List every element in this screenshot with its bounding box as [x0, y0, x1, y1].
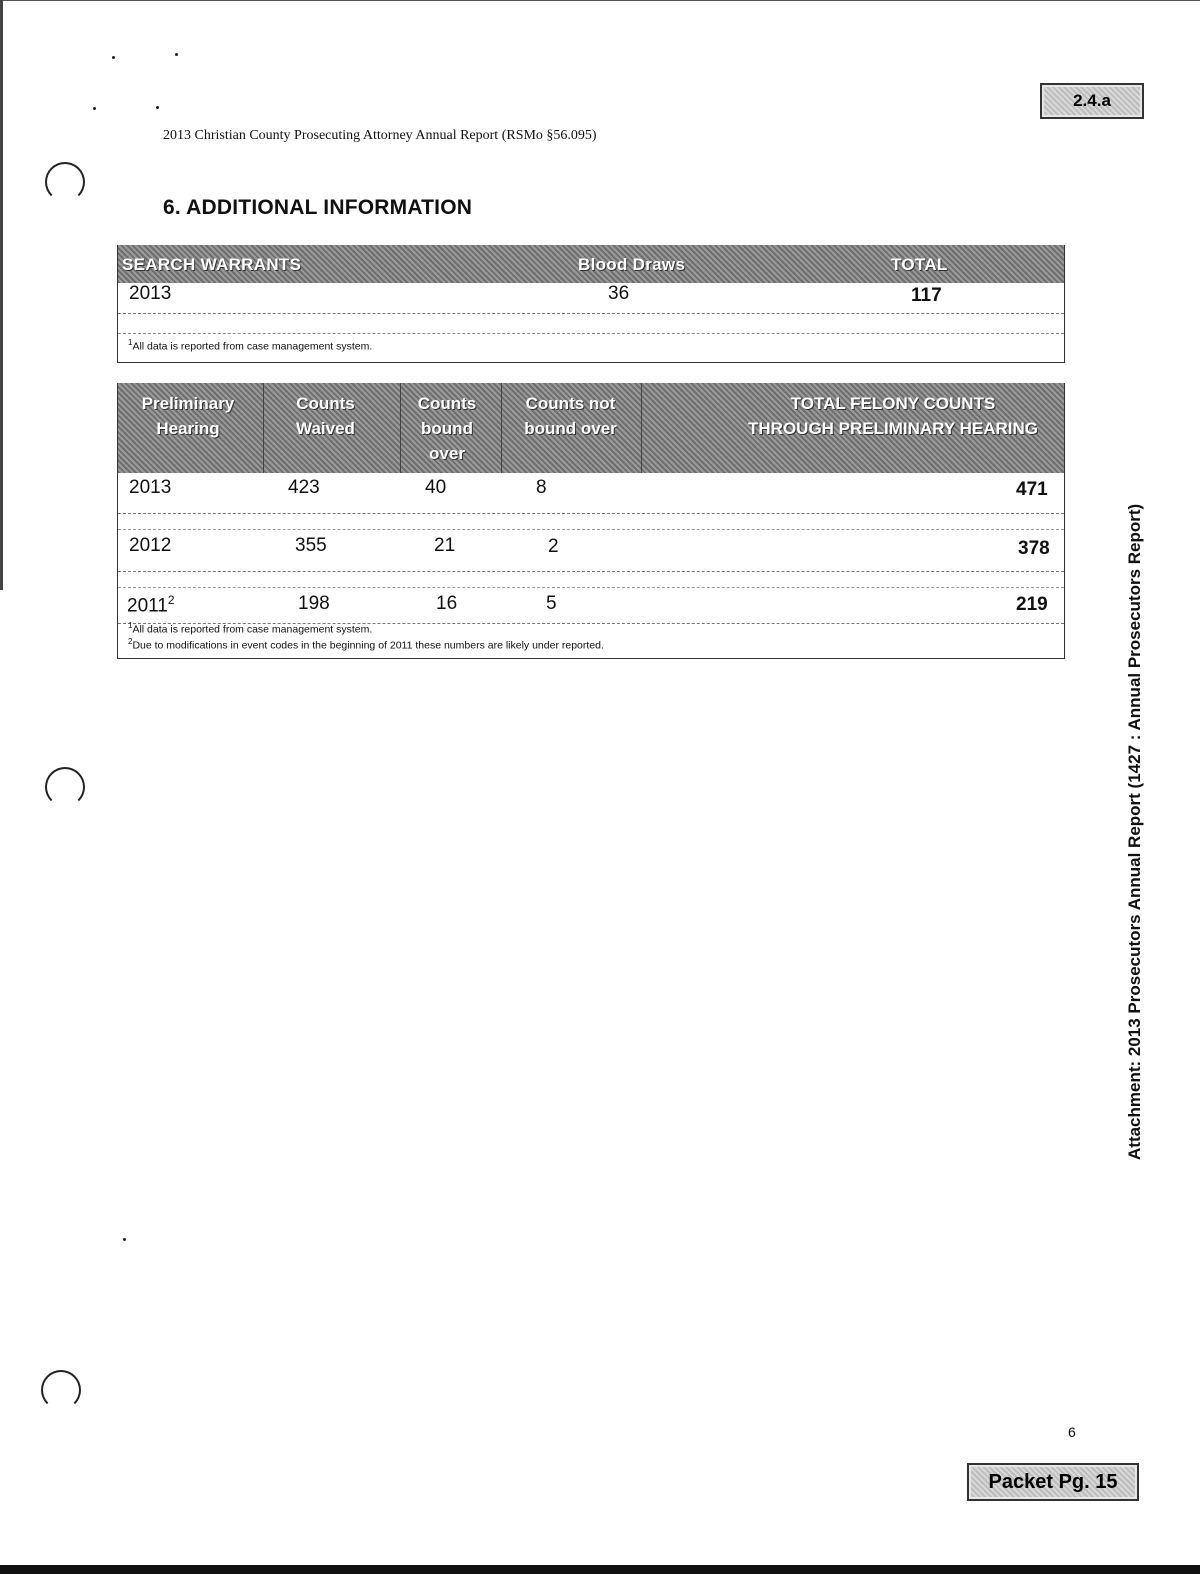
header-line: THROUGH PRELIMINARY HEARING: [748, 419, 1038, 438]
bound-over-cell: 21: [434, 535, 456, 556]
scan-bottom-edge: [0, 1565, 1200, 1574]
punch-hole: [45, 767, 85, 807]
header-line: Hearing: [156, 419, 220, 438]
waived-cell: 198: [298, 593, 330, 614]
table-row: [118, 589, 1064, 624]
header-total: TOTAL: [891, 255, 948, 274]
table-row: [118, 283, 1064, 314]
year-cell: [127, 593, 175, 617]
header-total-felony-counts: [728, 391, 1058, 441]
footnote-text: All data is reported from case management system.: [132, 340, 373, 353]
header-preliminary-hearing: [123, 391, 253, 441]
packet-page-stamp: Packet Pg. 15: [967, 1463, 1139, 1501]
table-row: [118, 531, 1064, 572]
scan-speck: [112, 56, 115, 59]
item-stamp: 2.4.a: [1040, 83, 1144, 119]
page-number: 6: [1068, 1424, 1076, 1440]
table-row: [118, 473, 1064, 514]
total-cell: 219: [1016, 594, 1048, 615]
footnote-text: Due to modifications in event codes in the beginning of 2011 these numbers are likely under reported.: [132, 639, 604, 652]
scan-speck: [123, 1238, 126, 1241]
column-divider: [501, 383, 502, 473]
header-line: bound: [421, 419, 473, 438]
search-warrants-table: [117, 245, 1065, 363]
header-counts-waived: [268, 391, 383, 441]
table-header: [118, 383, 1064, 473]
total-cell: 471: [1016, 479, 1048, 500]
not-bound-over-cell: 5: [546, 593, 557, 614]
header-counts-bound-over: [402, 391, 492, 466]
not-bound-over-cell: 2: [548, 536, 559, 557]
header-blood-draws: Blood Draws: [578, 255, 686, 274]
footnote-marker: 2: [167, 593, 175, 607]
column-divider: [641, 383, 642, 473]
not-bound-over-cell: 8: [536, 477, 547, 498]
blood-draws-cell: 36: [608, 283, 630, 304]
total-cell: 117: [911, 285, 942, 306]
column-divider: [400, 383, 401, 473]
year-text: 2011: [127, 595, 168, 617]
waived-cell: 355: [295, 535, 327, 556]
footnote-marker: 1: [128, 338, 133, 347]
footnote: [128, 338, 372, 353]
header-line: Preliminary: [141, 394, 235, 413]
year-cell: 2013: [129, 477, 172, 498]
table-spacer: [118, 315, 1064, 334]
attachment-label: Attachment: 2013 Prosecutors Annual Report (1427 : Annual Prosecutors Report): [1125, 503, 1144, 1160]
scan-left-edge: [0, 0, 3, 590]
total-cell: 378: [1018, 538, 1050, 559]
year-cell: 2013: [129, 283, 172, 304]
footnote: [128, 621, 372, 636]
bound-over-cell: 40: [425, 477, 447, 498]
footnote-text: All data is reported from case management system.: [132, 623, 373, 636]
section-title: 6. ADDITIONAL INFORMATION: [163, 196, 473, 219]
header-line: Counts: [417, 394, 477, 413]
scan-speck: [156, 106, 159, 109]
scan-speck: [93, 107, 96, 110]
footnote-marker: 2: [128, 637, 133, 646]
table-spacer: [118, 573, 1064, 588]
report-header: 2013 Christian County Prosecuting Attorney Annual Report (RSMo §56.095): [163, 128, 597, 143]
table-spacer: [118, 515, 1064, 530]
year-cell: 2012: [129, 535, 172, 556]
header-search-warrants: SEARCH WARRANTS: [122, 255, 302, 274]
footnote: [128, 637, 604, 652]
punch-hole: [41, 1370, 81, 1410]
header-line: Counts: [296, 394, 355, 413]
scan-speck: [175, 53, 178, 56]
header-line: bound over: [524, 419, 617, 438]
punch-hole: [45, 162, 85, 202]
header-line: Counts not: [525, 394, 616, 413]
waived-cell: 423: [288, 477, 320, 498]
footnote-marker: 1: [128, 621, 133, 630]
header-line: Waived: [296, 419, 355, 438]
column-divider: [263, 383, 264, 473]
table-header: [118, 245, 1064, 283]
header-counts-not-bound-over: [508, 391, 633, 441]
scan-top-edge: [0, 0, 1200, 5]
header-line: over: [429, 444, 465, 463]
header-line: TOTAL FELONY COUNTS: [790, 394, 996, 413]
preliminary-hearing-table: [117, 383, 1065, 659]
bound-over-cell: 16: [436, 593, 458, 614]
